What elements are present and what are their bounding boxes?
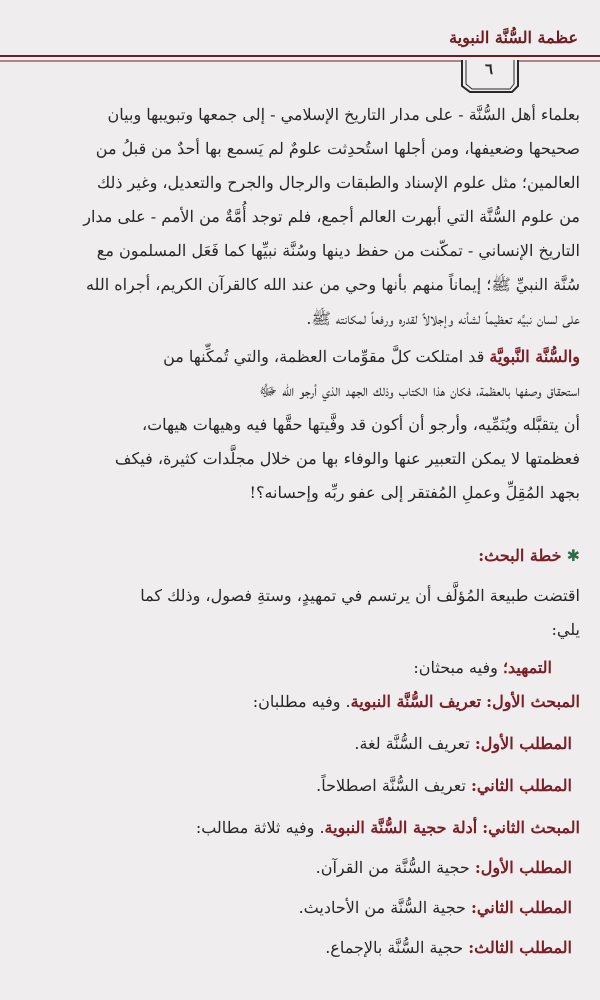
outline-mabhath-2: المبحث الثاني: أدلة حجية السُّنَّة النبوية. وفيه ثلاثة مطالب: bbox=[195, 818, 580, 837]
paragraph-lead-term: والسُّنَّة النَّبويَّة bbox=[489, 347, 580, 366]
paragraph-1 bbox=[18, 97, 580, 357]
outline-matlab: المطلب الثاني: تعريف السُّنَّة اصطلاحاً. bbox=[316, 776, 572, 795]
paragraph-line: على لسان نبيِّه تعظيماً لشأنه وإجلالاً لقدره ورفعاً لمكانته ﷺ. bbox=[306, 309, 580, 328]
paragraph-line: أن يتقبَّله ويُنَمِّيه، وأرجو أن أكون قد وفَّيتها حقَّها فيه وهيهات هيهات، bbox=[141, 415, 580, 434]
outline-matlab: المطلب الثالث: حجية السُّنَّة بالإجماع. bbox=[325, 938, 572, 957]
paragraph-line: يلي: bbox=[551, 620, 580, 639]
paragraph-line: سُنَّة النبيِّ ﷺ؛ إيماناً منهم بأنها وحي من عند الله كالقرآن الكريم، أجراه الله bbox=[85, 275, 580, 294]
star-bullet-icon: ✱ bbox=[566, 546, 580, 565]
outline-mabhath-1: المبحث الأول: تعريف السُّنَّة النبوية. وفيه مطلبان: bbox=[252, 692, 580, 711]
outline-matlab: المطلب الأول: حجية السُّنَّة من القرآن. bbox=[315, 858, 572, 877]
paragraph-line: من علوم السُّنَّة التي أبهرت العالم أجمع، فلم توجد أُمَّةٌ من الأمم - على مدار bbox=[83, 207, 580, 226]
paragraph-line: والسُّنَّة النَّبويَّة قد امتلكت كلَّ مقوِّمات العظمة، والتي تُمكِّنها من bbox=[163, 347, 580, 366]
paragraph-2 bbox=[18, 339, 580, 529]
running-header-title: عظمة السُّنَّة النبوية bbox=[449, 28, 578, 47]
paragraph-line: بجهد المُقِلِّ وعملِ المُفتقر إلى عفو ربِّه وإحسانه؟! bbox=[249, 483, 580, 502]
outline-tamheed: التمهيد؛ وفيه مبحثان: bbox=[413, 658, 552, 677]
plan-heading: ✱ خطة البحث: bbox=[478, 546, 580, 565]
outline-matlab: المطلب الأول: تعريف السُّنَّة لغة. bbox=[354, 734, 572, 753]
paragraph-line: صحيحها وضعيفها، ومن أجلها استُحدِثت علومٌ لم يَسمع بها أحدٌ من قبلُ من bbox=[95, 139, 580, 158]
outline-list bbox=[18, 650, 580, 990]
paragraph-line: فعظمتها لا يمكن التعبير عنها والوفاء بها من خلال مجلَّدات كثيرة، فيكف bbox=[114, 449, 580, 468]
paragraph-line: استحقاق وصفها بالعظمة، فكان هذا الكتاب وذلك الجهد الذي أرجو الله ﷻ bbox=[258, 381, 580, 400]
paragraph-line: العالمين؛ مثل علوم الإسناد والطبقات والرجال والجرح والتعديل، وغير ذلك bbox=[96, 173, 580, 192]
page-number: ٦ bbox=[484, 60, 494, 78]
paragraph-line: اقتضت طبيعة المُؤلَّف أن يرتسم في تمهيدٍ، وستةِ فصول، وذلك كما bbox=[140, 586, 580, 605]
outline-matlab: المطلب الثاني: حجية السُّنَّة من الأحاديث. bbox=[298, 898, 572, 917]
paragraph-line: التاريخ الإنساني - تمكّنت من حفظ دينها وسُنَّة نبيِّها كما فَعَل المسلمون مع bbox=[96, 241, 580, 260]
paragraph-line: بعلماء أهل السُّنَّة - على مدار التاريخ الإسلامي - إلى جمعها وتبويبها وبيان bbox=[107, 105, 580, 124]
plan-intro bbox=[18, 578, 580, 648]
